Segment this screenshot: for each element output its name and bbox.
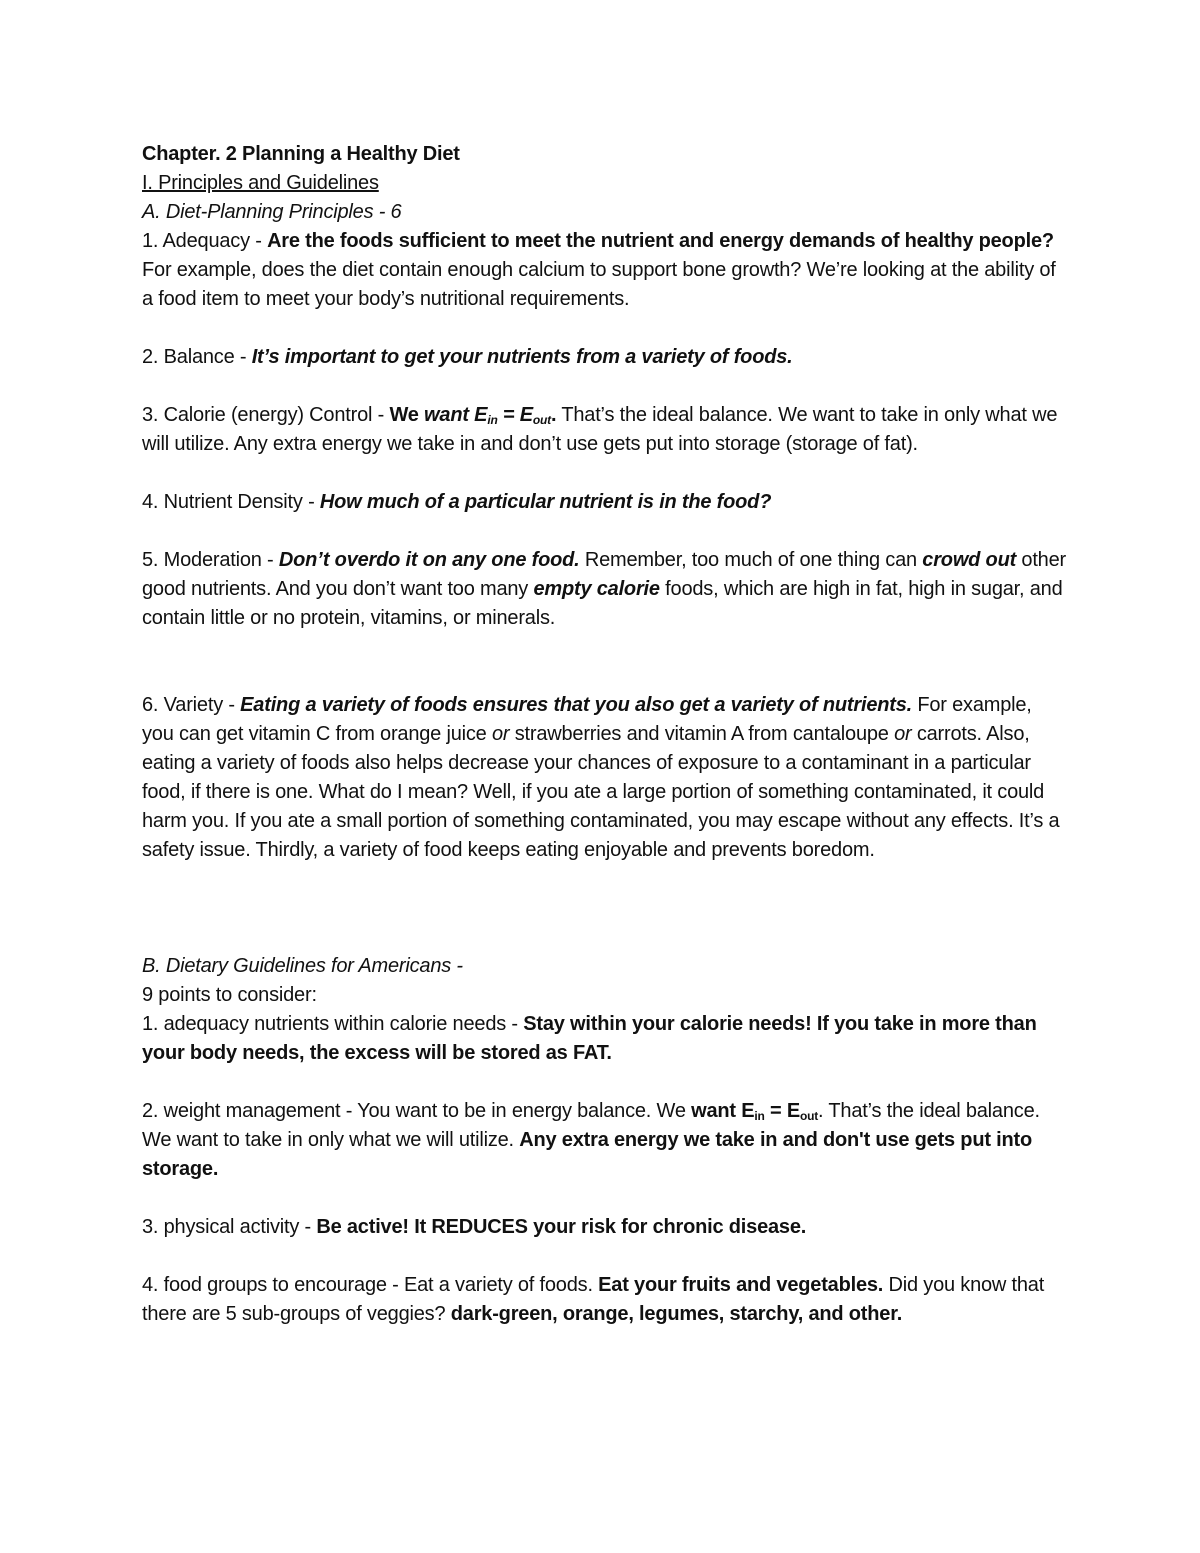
guideline-adequacy: 1. adequacy nutrients within calorie needs - Stay within your calorie needs! If you take in more than your body needs, the excess will be stored as FAT. — [142, 1013, 1037, 1064]
principle-nutrient-density: 4. Nutrient Density - How much of a particular nutrient is in the food? — [142, 491, 772, 513]
principle-calorie-control: 3. Calorie (energy) Control - We want $E_{in} = E_{out}$. That’s the ideal balance. We want to take in only what we will utilize. Any extra energy we take in and don’t use gets put into storage (storage of fat). — [142, 404, 1058, 455]
principle-variety: 6. Variety - Eating a variety of foods ensures that you also get a variety of nutrients. For example, you can get vitamin C from orange juice or strawberries and vitamin A from cantaloupe or carrots. Also, eating a variety of foods also helps decrease your chances of exposure to a contaminant in a particular food, if there is one. What do I mean? Well, if you ate a large portion of something contaminated, it could harm you. If you ate a small portion of something contaminated, you may escape without any effects. It’s a safety issue. Thirdly, a variety of food keeps eating enjoyable and prevents boredom. — [142, 694, 1060, 861]
subsection-a-heading: A. Diet-Planning Principles - 6 — [142, 201, 402, 223]
principle-adequacy: 1. Adequacy - Are the foods sufficient to meet the nutrient and energy demands of healthy people? For example, does the diet contain enough calcium to support bone growth? We’re looking at the ability of a food item to meet your body’s nutritional requirements. — [142, 230, 1056, 310]
subsection-b-heading: B. Dietary Guidelines for Americans - — [142, 955, 463, 977]
section-heading: I. Principles and Guidelines — [142, 172, 379, 194]
guideline-weight-management: 2. weight management - You want to be in energy balance. We want $E_{in} = E_{out}$. That’s the ideal balance. We want to take in only what we will utilize. Any extra energy we take in and don't use gets put into storage. — [142, 1100, 1040, 1180]
document-body — [142, 140, 1067, 1329]
guideline-food-groups: 4. food groups to encourage - Eat a variety of foods. Eat your fruits and vegetables. Did you know that there are 5 sub-groups of veggies? dark-green, orange, legumes, starchy, and other. — [142, 1274, 1045, 1325]
principle-balance: 2. Balance - It’s important to get your nutrients from a variety of foods. — [142, 346, 793, 368]
principle-moderation: 5. Moderation - Don’t overdo it on any one food. Remember, too much of one thing can crowd out other good nutrients. And you don’t want too many empty calorie foods, which are high in fat, high in sugar, and contain little or no protein, vitamins, or minerals. — [142, 549, 1066, 629]
chapter-title: Chapter. 2 Planning a Healthy Diet — [142, 143, 460, 165]
guideline-physical-activity: 3. physical activity - Be active! It REDUCES your risk for chronic disease. — [142, 1216, 807, 1238]
subsection-b-intro: 9 points to consider: — [142, 984, 317, 1006]
